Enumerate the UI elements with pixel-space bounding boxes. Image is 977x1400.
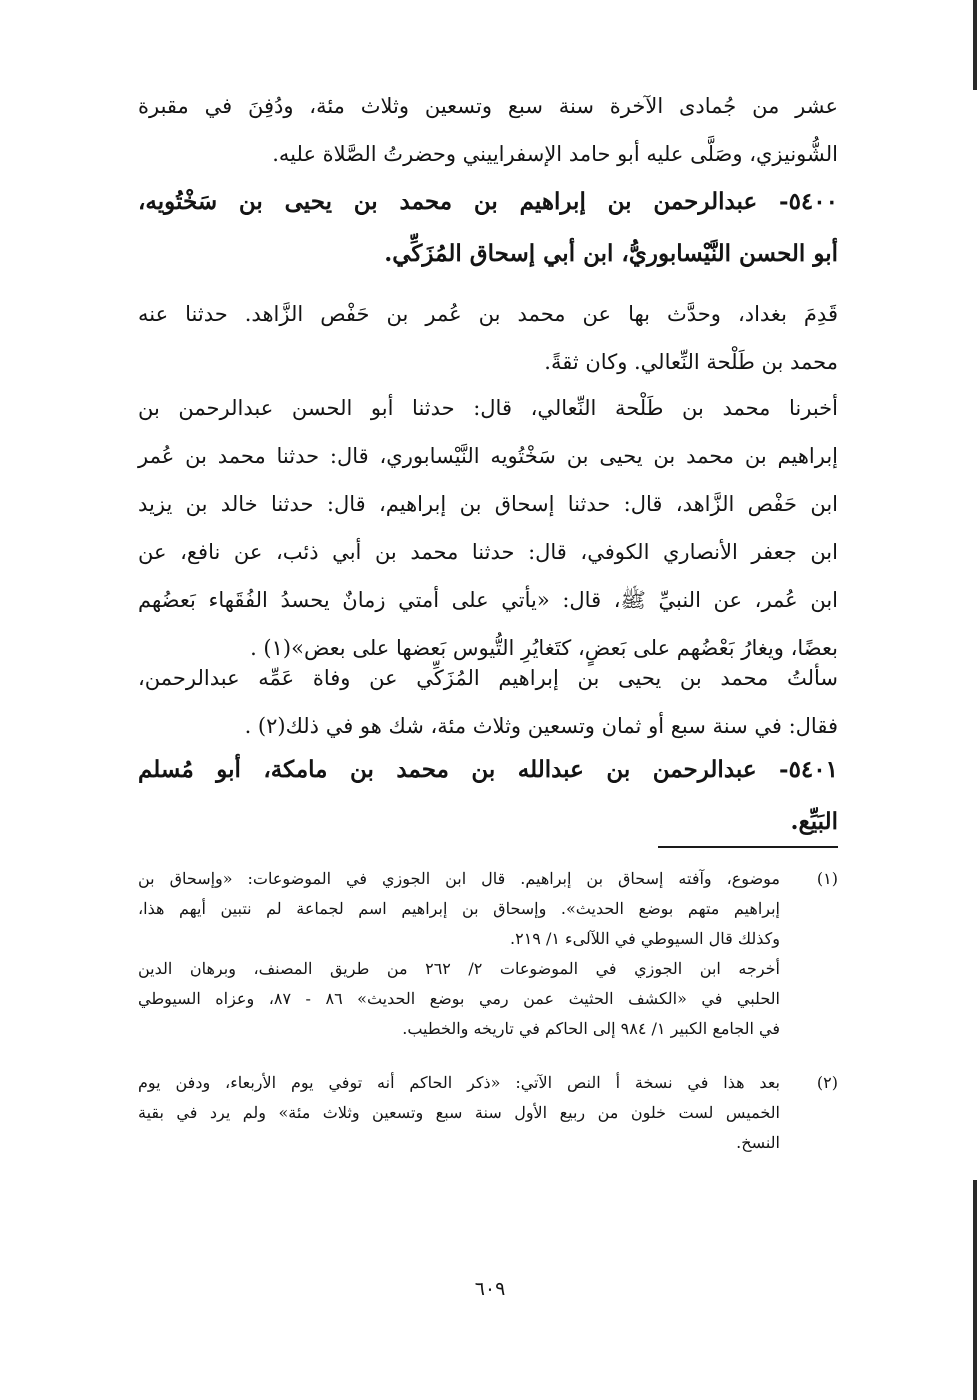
text-line: فقال: في سنة سبع أو ثمان وتسعين وثلاث مئة، شك هو في ذلك(٢) .: [244, 714, 838, 738]
text-line: الشُّونيزي، وصَلَّى عليه أبو حامد الإسفراييني وحضرتُ الصَّلاة عليه.: [272, 142, 838, 166]
heading-line: ٥٤٠١- عبدالرحمن بن عبدالله بن محمد بن مامكة، أبو مُسلم: [138, 756, 838, 783]
text-line: سألتُ محمد بن يحيى بن إبراهيم المُزَكِّي عن وفاة عَمِّه عبدالرحمن،: [138, 666, 838, 690]
footnote-line: الحلبي في «الكشف الحثيث عمن رمي بوضع الحديث» ٨٦ - ٨٧، وعزاه السيوطي: [138, 989, 780, 1008]
text-line: عشر من جُمادى الآخرة سنة سبع وتسعين وثلاث مئة، ودُفِنَ في مقبرة: [138, 94, 838, 118]
footnote-line: في الجامع الكبير ١/ ٩٨٤ إلى الحاكم في تاريخه والخطيب.: [402, 1019, 780, 1038]
footnote-line: موضوع، وآفته إسحاق بن إبراهيم. قال ابن الجوزي في الموضوعات: «وإسحاق بن: [138, 869, 780, 888]
footnote-number: (١): [816, 869, 838, 888]
footnote-1: [138, 864, 838, 1044]
footnote-line: بعد هذا في نسخة أ النص الآتي: «ذكر الحاكم أنه توفي يوم الأربعاء، ودفن يوم: [138, 1073, 781, 1092]
paragraph-biography: [138, 290, 838, 386]
scan-edge-mark: [973, 0, 977, 90]
footnote-line: إبراهيم متهم بوضع الحديث». وإسحاق بن إبراهيم اسم لجماعة لم نتبين أيهم هذا،: [138, 899, 780, 918]
paragraph-death-date: [138, 654, 838, 750]
text-line: ابن جعفر الأنصاري الكوفي، قال: حدثنا محمد بن أبي ذئب، عن نافع، عن: [138, 540, 838, 564]
text-line: ابن عُمر، عن النبيِّ ﷺ، قال: «يأتي على أمتي زمانٌ يحسدُ الفُقَهاء بَعضُهم: [138, 588, 838, 612]
footnote-line: وكذلك قال السيوطي في اللآلىء ١/ ٢١٩.: [510, 929, 780, 948]
entry-heading-5400: [138, 176, 838, 280]
text-line: قَدِمَ بغداد، وحدَّث بها عن محمد بن عُمر بن حَفْص الزَّاهد. حدثنا عنه: [138, 302, 838, 326]
page-number: ٦٠٩: [474, 1278, 506, 1300]
footnote-line: النسخ.: [736, 1133, 780, 1152]
heading-line: أبو الحسن النَّيْسابوريُّ، ابن أبي إسحاق المُزَكِّي.: [384, 240, 838, 267]
text-line: أخبرنا محمد بن طَلْحة النِّعالي، قال: حدثنا أبو الحسن عبدالرحمن بن: [138, 396, 838, 420]
text-line: محمد بن طَلْحة النِّعالي. وكان ثقةً.: [544, 350, 838, 374]
text-line: ابن حَفْص الزَّاهد، قال: حدثنا إسحاق بن إبراهيم، قال: حدثنا خالد بن يزيد: [138, 492, 838, 516]
scan-edge-mark: [973, 1180, 977, 1400]
footnote-number: (٢): [816, 1073, 838, 1092]
paragraph-continuation: [138, 82, 838, 178]
footnote-line: أخرجه ابن الجوزي في الموضوعات ٢/ ٢٦٢ من طريق المصنف، وبرهان الدين: [138, 959, 780, 978]
entry-heading-5401: [138, 744, 838, 848]
heading-line: البَيِّع.: [790, 808, 838, 835]
text-line: إبراهيم بن محمد بن يحيى بن سَخْتُويه النَّيْسابوري، قال: حدثنا محمد بن عُمر: [138, 444, 838, 468]
text-line: بعضًا، ويغارُ بَعْضُهم على بَعضٍ، كتَغايُرِ التُّيوس بَعضها على بعض»(١) .: [250, 636, 838, 660]
footnote-separator: [658, 846, 838, 848]
footnote-line: الخميس لست خلون من ربيع الأول سنة سبع وتسعين وثلاث مئة» ولم يرد في بقية: [138, 1103, 780, 1122]
heading-line: ٥٤٠٠- عبدالرحمن بن إبراهيم بن محمد بن يحيى بن سَخْتُويه،: [138, 188, 838, 215]
footnote-2: [138, 1068, 838, 1158]
paragraph-hadith: [138, 384, 838, 672]
